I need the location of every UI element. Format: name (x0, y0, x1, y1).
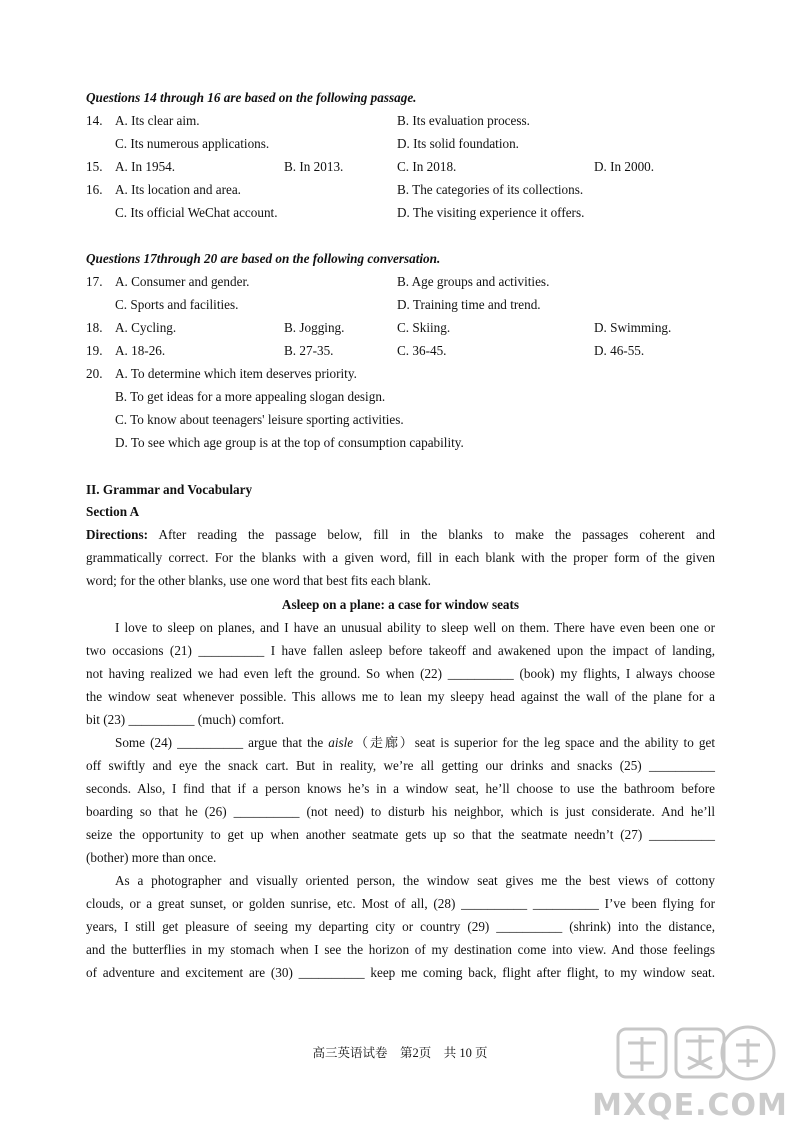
q16-option-a: A. Its location and area. (115, 182, 241, 197)
q15-option-b: B. In 2013. (284, 159, 344, 174)
section-heading-14-16: Questions 14 through 16 are based on the following passage. (86, 90, 417, 105)
section-heading-17-20: Questions 17through 20 are based on the following conversation. (86, 251, 441, 266)
q15-option-c: C. In 2018. (397, 159, 457, 174)
q14-option-a: A. Its clear aim. (115, 113, 200, 128)
passage-title: Asleep on a plane: a case for window seats (281, 597, 520, 612)
directions-line-1 (86, 526, 715, 544)
p2-line-1-start: Some (24) __________ argue that the (115, 735, 329, 750)
q16-option-b: B. The categories of its collections. (397, 182, 584, 197)
q15-option-d: D. In 2000. (594, 159, 655, 174)
q14-option-b: B. Its evaluation process. (397, 113, 530, 128)
q16-option-d: D. The visiting experience it offers. (397, 205, 585, 220)
q20-option-c: C. To know about teenagers' leisure sporting activities. (115, 412, 404, 427)
q16-number: 16. (86, 182, 103, 197)
q15-number: 15. (86, 159, 103, 174)
passage-p3-line-3: years, I still get pleasure of seeing my departing city or country (29) __________ (shrink) into the distance, (86, 919, 715, 934)
q20-option-d: D. To see which age group is at the top of consumption capability. (115, 435, 464, 450)
q20-option-b: B. To get ideas for a more appealing slogan design. (115, 389, 386, 404)
svg-text:MXQE.COM: MXQE.COM (592, 1088, 788, 1123)
passage-p3-line-5: of adventure and excitement are (30) __________ keep me coming back, flight after flight, to my window seat. (86, 965, 715, 980)
section-title: Section A (86, 504, 140, 519)
passage-p2-line-2: off swiftly and eye the snack cart. But in reality, we’re all getting our drinks and snacks (25) __________ (86, 758, 715, 773)
passage-p3-line-4: and the butterflies in my stomach when I see the horizon of my destination come into view. And those feelings (86, 942, 715, 957)
passage-p1-line-3: not having realized we had even left the ground. So when (22) __________ (book) my flights, I always choose (86, 666, 715, 681)
directions-line-3: word; for the other blanks, use one word that best fits each blank. (86, 573, 431, 588)
passage-p1-line-5: bit (23) __________ (much) comfort. (86, 712, 285, 727)
passage-p2-line-3: seconds. Also, I find that if a person knows he’s in a window seat, he’ll choose to use the bathroom before (86, 781, 715, 796)
passage-p1-line-2: two occasions (21) __________ I have fallen asleep before takeoff and awakened upon the impact of landing, (86, 643, 715, 658)
passage-p1-line-1: I love to sleep on planes, and I have an unusual ability to sleep well on them. There have even been one or (115, 620, 715, 635)
q19-option-c: C. 36-45. (397, 343, 447, 358)
page-footer: 高三英语试卷 第2页 共 10 页 (312, 1046, 488, 1060)
q14-number: 14. (86, 113, 103, 128)
q18-option-a: A. Cycling. (115, 320, 177, 335)
part-title: II. Grammar and Vocabulary (86, 482, 253, 497)
passage-p2-line-6: (bother) more than once. (86, 850, 217, 865)
watermark-logo (590, 1015, 790, 1125)
q17-option-c: C. Sports and facilities. (115, 297, 239, 312)
q19-number: 19. (86, 343, 103, 358)
q18-option-d: D. Swimming. (594, 320, 672, 335)
q14-option-d: D. Its solid foundation. (397, 136, 519, 151)
q19-option-b: B. 27-35. (284, 343, 334, 358)
passage-p2-line-4: boarding so that he (26) __________ (not need) to disturb his neighbor, which is just considerate. And he’ll (86, 804, 715, 819)
directions-label: Directions: (86, 527, 149, 542)
q18-number: 18. (86, 320, 103, 335)
q17-option-b: B. Age groups and activities. (397, 274, 550, 289)
passage-p2-line-1 (115, 734, 715, 752)
passage-p2-line-5: seize the opportunity to get up when another seatmate gets up so that the seatmate needn’t (27) __________ (86, 827, 715, 842)
q20-number: 20. (86, 366, 103, 381)
q14-option-c: C. Its numerous applications. (115, 136, 270, 151)
q16-option-c: C. Its official WeChat account. (115, 205, 278, 220)
directions-text-1: After reading the passage below, fill in the blanks to make the passages coherent and (158, 527, 715, 542)
q15-option-a: A. In 1954. (115, 159, 176, 174)
aisle-italic-word: aisle (328, 735, 354, 750)
q17-option-d: D. Training time and trend. (397, 297, 541, 312)
q17-number: 17. (86, 274, 103, 289)
passage-p1-line-4: the window seat whenever possible. This allows me to lean my sleepy head against the wall of the plane for a (86, 689, 715, 704)
passage-p3-line-2: clouds, or a great sunset, or golden sunrise, etc. Most of all, (28) __________ __________ I’ve been flying for (86, 896, 715, 911)
q18-option-b: B. Jogging. (284, 320, 345, 335)
directions-line-2: grammatically correct. For the blanks with a given word, fill in each blank with the proper form of the given (86, 550, 715, 565)
q17-option-a: A. Consumer and gender. (115, 274, 250, 289)
passage-p3-line-1: As a photographer and visually oriented person, the window seat gives me the best views of cottony (115, 873, 715, 888)
p2-line-1-end: （走廊）seat is superior for the leg space and the ability to get (353, 735, 715, 750)
q20-option-a: A. To determine which item deserves priority. (115, 366, 357, 381)
q19-option-d: D. 46-55. (594, 343, 645, 358)
q19-option-a: A. 18-26. (115, 343, 166, 358)
q18-option-c: C. Skiing. (397, 320, 451, 335)
